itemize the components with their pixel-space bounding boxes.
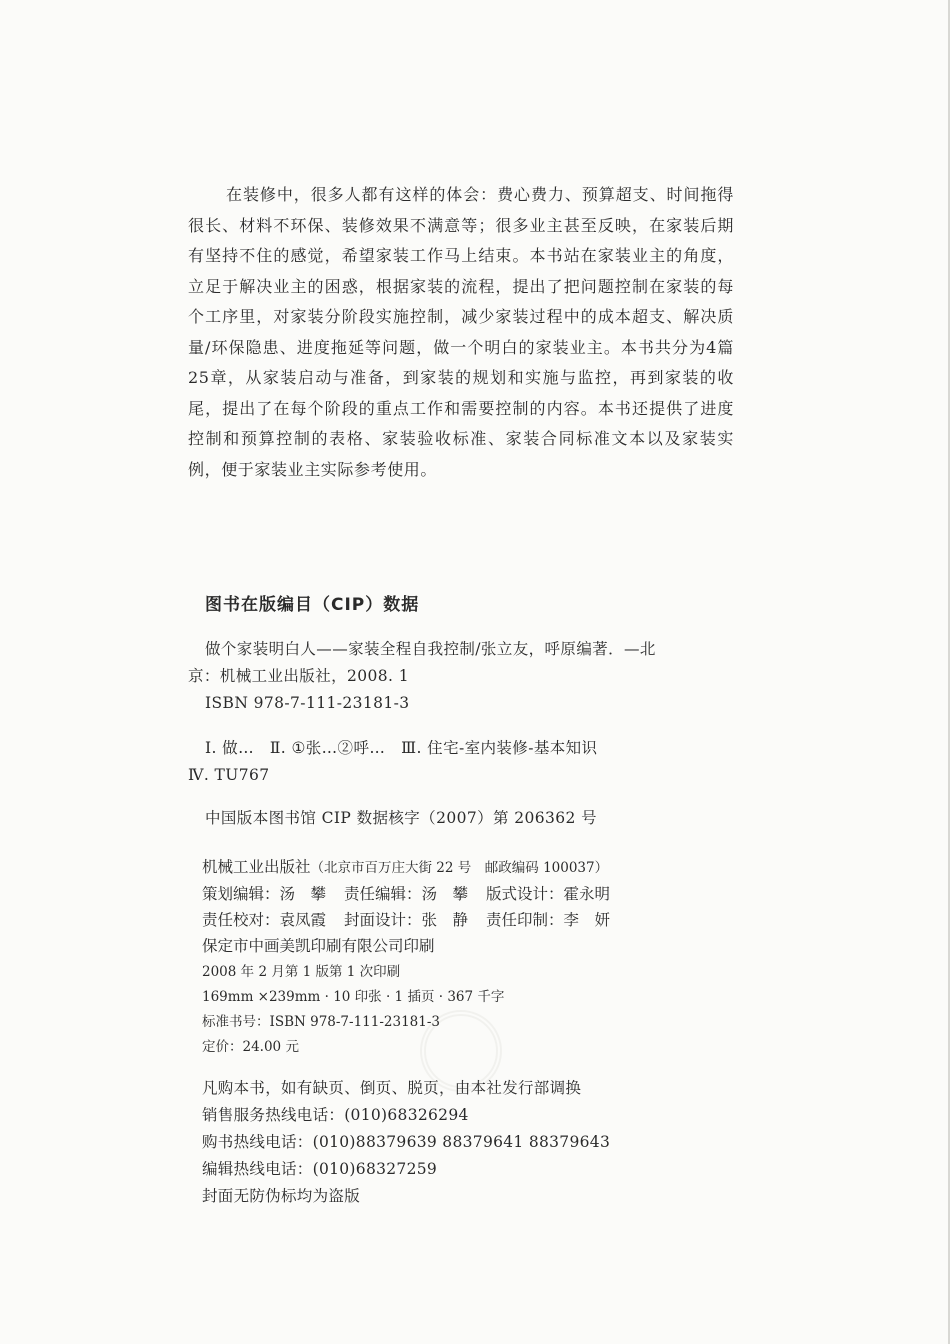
staff-line [202, 907, 742, 933]
notice-info [202, 1075, 610, 1210]
book-abstract: 在装修中，很多人都有这样的体会：费心费力、预算超支、时间拖得很长、材料不环保、装修效果不满意等；很多业主甚至反映，在家装后期有坚持不住的感觉，希望家装工作马上结束。本书站在家装业主的角度，立足于解决业主的困惑，根据家装的流程，提出了把问题控制在家装的每个工序里，对家装分阶段实施控制，减少家装过程中的成本超支、解决质量/环保隐患、进度拖延等问题，做一个明白的家装业主。本书共分为4篇25章，从家装启动与准备，到家装的规划和实施与监控，再到家装的收尾，提出了在每个阶段的重点工作和需要控制的内容。本书还提供了进度控制和预算控制的表格、家装验收标准、家装合同标准文本以及家装实例，便于家装业主实际参考使用。 [188, 185, 734, 479]
cip-isbn: ISBN 978-7-111-23181-3 [205, 694, 410, 712]
cip-record-line: 京：机械工业出版社，2008. 1 [188, 667, 409, 685]
editorial-hotline: 编辑热线电话：(010)68327259 [202, 1160, 438, 1178]
proofreader: 责任校对：袁凤霞 [202, 911, 327, 929]
cip-class-line: Ⅰ. 做… Ⅱ. ①张…②呼… Ⅲ. 住宅-室内装修-基本知识 [205, 739, 598, 757]
replacement-notice: 凡购本书，如有缺页、倒页、脱页，由本社发行部调换 [202, 1079, 582, 1097]
layout-design: 版式设计：霍永明 [486, 885, 611, 903]
publisher-address: （北京市百万庄大街 22 号 邮政编码 100037） [310, 860, 609, 876]
purchase-hotline: 购书热线电话：(010)88379639 88379641 88379643 [202, 1133, 611, 1151]
book-format: 169mm ×239mm · 10 印张 · 1 插页 · 367 千字 [202, 989, 505, 1005]
printer: 保定市中画美凯印刷有限公司印刷 [202, 937, 435, 955]
cip-class-line: Ⅳ. TU767 [188, 766, 270, 784]
cip-data-number: 中国版本图书馆 CIP 数据核字（2007）第 206362 号 [205, 809, 598, 827]
planning-editor: 策划编辑：汤 攀 [202, 885, 327, 903]
anti-counterfeit-notice: 封面无防伪标均为盗版 [202, 1187, 361, 1205]
price: 定价：24.00 元 [202, 1039, 299, 1055]
editors-line [202, 881, 742, 907]
responsible-editor: 责任编辑：汤 攀 [344, 885, 469, 903]
cover-design: 封面设计：张 静 [344, 911, 469, 929]
printing-supervisor: 责任印制：李 妍 [486, 911, 611, 929]
edition: 2008 年 2 月第 1 版第 1 次印刷 [202, 964, 401, 980]
cip-record-line: 做个家装明白人——家装全程自我控制/张立友，呼原编著．—北 [205, 640, 656, 658]
publisher-name: 机械工业出版社 [202, 858, 311, 876]
publisher-line [202, 854, 742, 881]
cip-title: 图书在版编目（CIP）数据 [205, 595, 420, 615]
standard-number: 标准书号：ISBN 978-7-111-23181-3 [202, 1014, 441, 1030]
publication-info [202, 854, 742, 1060]
cip-record [188, 636, 734, 717]
cip-classification [188, 735, 734, 789]
sales-hotline: 销售服务热线电话：(010)68326294 [202, 1106, 469, 1124]
